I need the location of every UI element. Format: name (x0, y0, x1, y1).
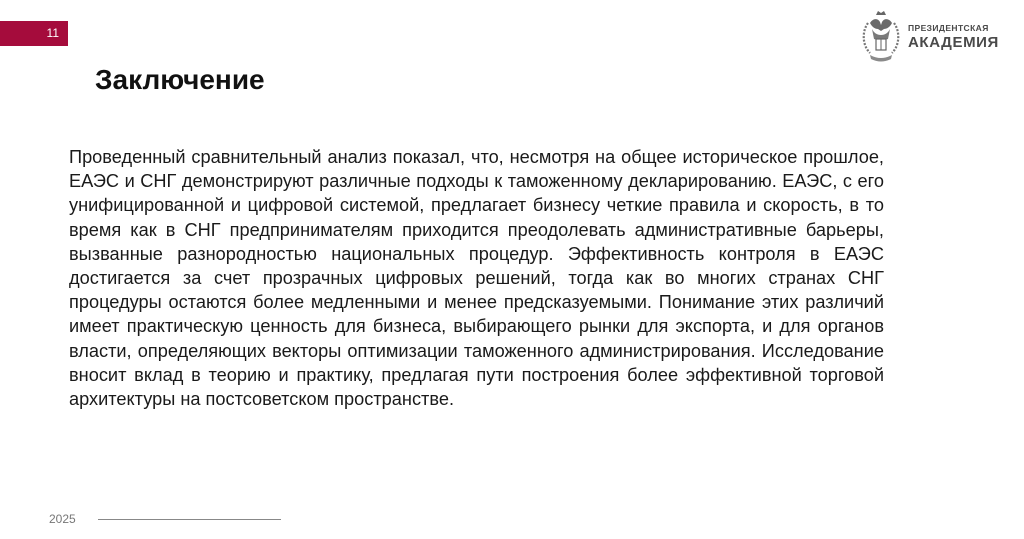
footer-divider (98, 519, 281, 520)
logo-text-line2: АКАДЕМИЯ (908, 34, 999, 52)
presidential-academy-logo (860, 8, 1000, 66)
logo-text (908, 24, 999, 51)
slide-number: 11 (46, 26, 59, 40)
double-headed-eagle-emblem-icon (860, 9, 902, 65)
page-title: Заключение (95, 64, 265, 95)
conclusion-paragraph: Проведенный сравнительный анализ показал, что, несмотря на общее историческое прошлое, ЕАЭС и СНГ демонстрируют различные подходы к таможенному декларированию. ЕАЭС, с его унифицированной и цифровой системой, предлагает бизнесу четкие правила и скорость, в то время как в СНГ предпринимателям приходится преодолевать административные барьеры, вызванные разнородностью национальных процедур. Эффективность контроля в ЕАЭС достигается за счет прозрачных цифровых решений, тогда как во многих странах СНГ процедуры остаются более медленными и менее предсказуемыми. Понимание этих различий имеет практическую ценность для бизнеса, выбирающего рынки для экспорта, и для органов власти, определяющих векторы оптимизации таможенного администрирования. Исследование вносит вклад в теорию и практику, предлагая пути построения более эффективной торговой архитектуры на постсоветском пространстве. (69, 147, 884, 410)
logo-text-line1: ПРЕЗИДЕНТСКАЯ (908, 22, 989, 33)
slide-number-tab (0, 21, 68, 46)
footer-year: 2025 (49, 512, 76, 526)
